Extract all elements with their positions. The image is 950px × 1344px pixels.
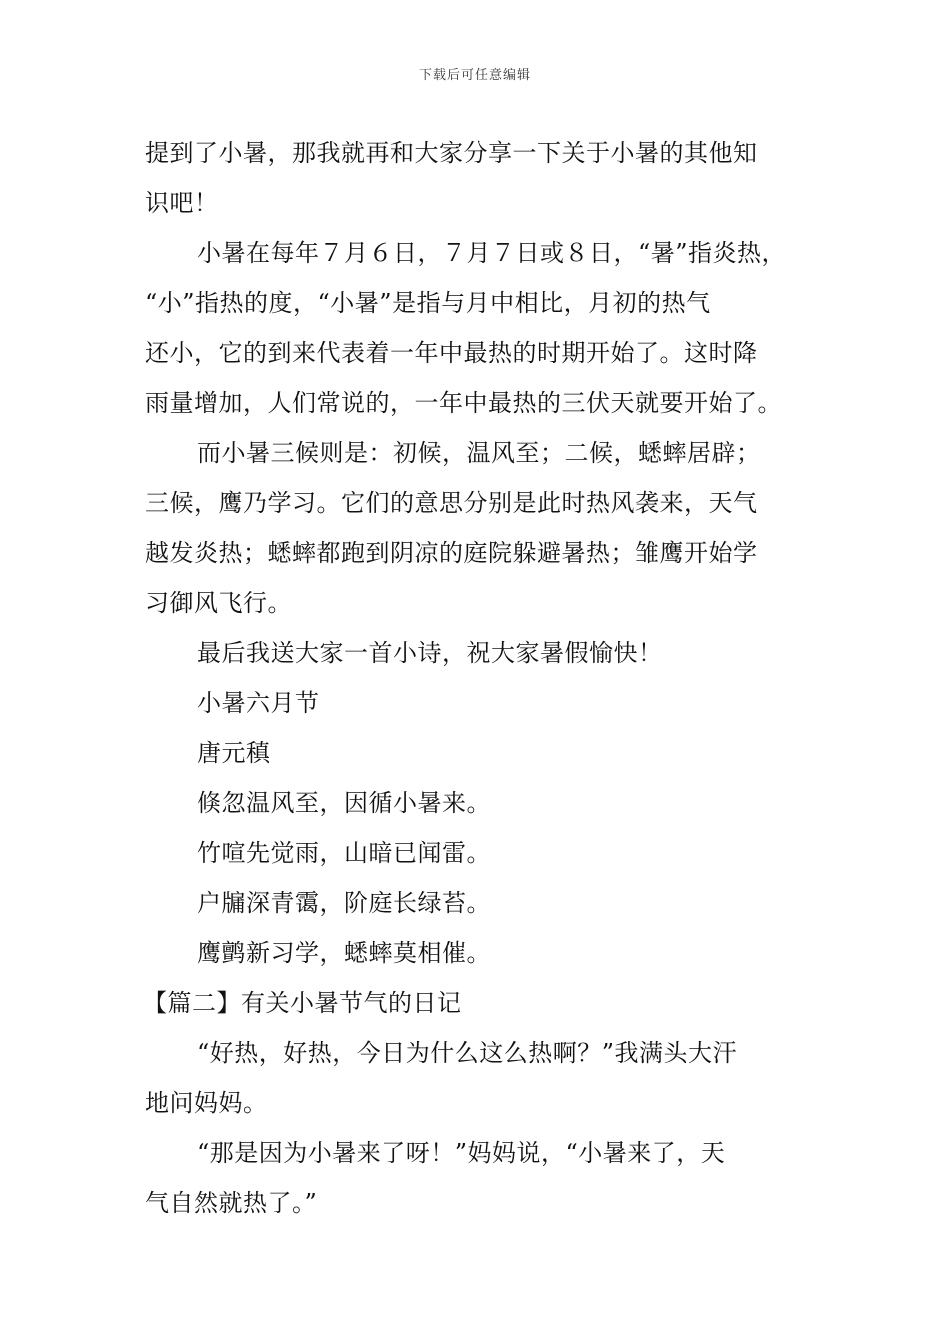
poem-title: 小暑六月节: [197, 689, 320, 717]
document-body: [145, 128, 835, 1228]
paragraph-line: 越发炎热；蟋蟀都跑到阴凉的庭院躲避暑热；雏鹰开始学: [145, 539, 758, 567]
paragraph-line: “那是因为小暑来了呀！”妈妈说，“小暑来了，天: [197, 1139, 726, 1167]
poem-line: 户牖深青霭，阶庭长绿苔。: [197, 889, 491, 917]
paragraph-line: 地问妈妈。: [145, 1089, 268, 1117]
paragraph-line: “小”指热的度，“小暑”是指与月中相比，月初的热气: [145, 289, 711, 317]
page-header: 下载后可任意编辑: [418, 68, 531, 83]
paragraph-line: 而小暑三候则是：初候，温风至；二候，蟋蟀居辟；: [197, 439, 761, 467]
paragraph-line: 还小，它的到来代表着一年中最热的时期开始了。这时降: [145, 339, 758, 367]
paragraph-line: 小暑在每年７月６日，７月７日或８日，“暑”指炎热，: [197, 239, 787, 267]
paragraph-line: 雨量增加，人们常说的，一年中最热的三伏天就要开始了。: [145, 389, 782, 417]
paragraph-line: 提到了小暑，那我就再和大家分享一下关于小暑的其他知: [145, 139, 758, 167]
paragraph-line: “好热，好热，今日为什么这么热啊？”我满头大汗: [197, 1039, 738, 1067]
poem-author: 唐元稹: [197, 739, 271, 767]
section-heading: 【篇二】有关小暑节气的日记: [143, 989, 462, 1017]
paragraph-line: 三候，鹰乃学习。它们的意思分别是此时热风袭来，天气: [145, 489, 758, 517]
poem-line: 竹喧先觉雨，山暗已闻雷。: [197, 839, 491, 867]
paragraph-line: 习御风飞行。: [145, 589, 292, 617]
paragraph-line: 最后我送大家一首小诗，祝大家暑假愉快！: [197, 639, 663, 667]
poem-line: 倏忽温风至，因循小暑来。: [197, 789, 491, 817]
poem-line: 鹰鹯新习学，蟋蟀莫相催。: [197, 939, 491, 967]
paragraph-line: 气自然就热了。”: [145, 1189, 318, 1217]
paragraph-line: 识吧！: [145, 189, 219, 217]
